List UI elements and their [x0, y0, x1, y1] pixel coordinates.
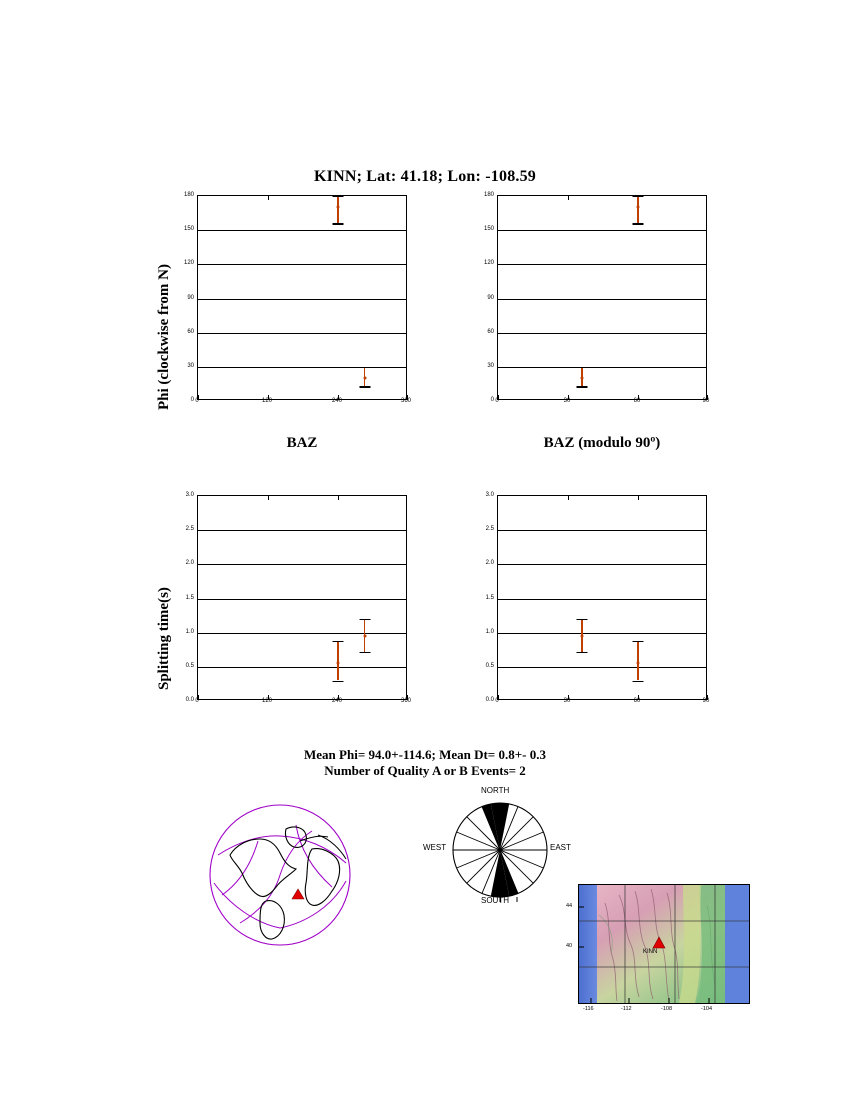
page-title: KINN; Lat: 41.18; Lon: -108.59	[314, 168, 536, 185]
ytick-label: 1.0	[185, 628, 194, 635]
map-svg	[579, 885, 749, 1003]
ytick-label: 2.0	[185, 560, 194, 567]
ytick-label: 1.5	[185, 594, 194, 601]
map-station-label: KINN	[643, 949, 658, 955]
ytick-label: 180	[483, 192, 494, 198]
rose-label-west: WEST	[423, 843, 447, 852]
map-xtick-label: -112	[621, 1006, 632, 1012]
xtick-label: 60	[633, 398, 641, 404]
ytick-label: 1.0	[485, 628, 494, 635]
xtick-label: 0	[195, 398, 199, 404]
baz-axis-title: BAZ	[286, 435, 318, 451]
error-cap-bottom	[333, 681, 344, 682]
data-point	[363, 377, 366, 380]
phi-axis-title: Phi (clockwise from N)	[156, 264, 172, 410]
ytick-label: 0	[490, 397, 494, 403]
xtick-label: 0	[495, 398, 499, 404]
ytick-label: 1.5	[485, 594, 494, 601]
error-cap-top	[633, 641, 644, 642]
chart-dt-vs-baz-mod90	[497, 495, 707, 700]
ytick-label: 60	[487, 328, 494, 335]
ytick-label: 30	[187, 362, 194, 369]
ytick-label: 150	[183, 226, 194, 233]
xtick-label: 120	[261, 398, 273, 404]
error-cap-top	[633, 196, 644, 197]
xtick-label: 360	[400, 398, 412, 404]
error-cap-bottom	[633, 681, 644, 682]
xtick-label: 0	[495, 698, 499, 704]
globe-map	[200, 795, 365, 970]
data-point	[337, 662, 340, 665]
rose-label-north: NORTH	[481, 786, 510, 795]
data-point	[337, 206, 340, 209]
ytick-label: 0.5	[485, 662, 494, 669]
data-point	[637, 662, 640, 665]
globe-svg	[200, 795, 365, 970]
ytick-label: 90	[187, 294, 194, 301]
data-point	[363, 635, 366, 638]
error-cap-top	[359, 619, 370, 620]
xtick-label: 120	[261, 698, 273, 704]
regional-topographic-map	[578, 884, 750, 1004]
ytick-label: 2.5	[185, 526, 194, 533]
map-xtick-label: -104	[701, 1006, 713, 1012]
xtick-label: 360	[400, 698, 412, 704]
map-ytick-label: 44	[566, 903, 573, 909]
xtick-label: 60	[633, 698, 641, 704]
error-bar	[337, 641, 338, 681]
rose-diagram	[425, 788, 575, 913]
rose-label-east: EAST	[550, 843, 571, 852]
error-cap-bottom	[333, 223, 344, 224]
chart-phi-vs-baz	[197, 195, 407, 400]
map-xtick-label: -108	[661, 1006, 673, 1012]
error-cap-bottom	[359, 652, 370, 653]
error-cap-top	[577, 367, 588, 368]
error-cap-top	[577, 619, 588, 620]
ytick-label: 3.0	[185, 492, 194, 498]
error-cap-top	[333, 641, 344, 642]
ytick-label: 180	[183, 192, 194, 198]
data-point	[637, 206, 640, 209]
ytick-label: 3.0	[485, 492, 494, 498]
event-count-line: Number of Quality A or B Events= 2	[324, 763, 526, 778]
ytick-label: 60	[187, 328, 194, 335]
rose-label-south: SOUTH	[481, 896, 509, 905]
xtick-label: 90	[702, 698, 710, 704]
ytick-label: 0.0	[185, 697, 194, 703]
xtick-label: 30	[563, 398, 571, 404]
ytick-label: 150	[483, 226, 494, 233]
error-cap-top	[333, 196, 344, 197]
ytick-label: 0	[190, 397, 194, 403]
map-ytick-label: 40	[566, 943, 573, 949]
chart-phi-vs-baz-mod90	[497, 195, 707, 400]
dt-axis-title: Splitting time(s)	[156, 587, 172, 690]
ytick-label: 0.5	[185, 662, 194, 669]
error-cap-bottom	[633, 223, 644, 224]
xtick-label: 90	[702, 398, 710, 404]
error-cap-bottom	[577, 386, 588, 387]
ytick-label: 90	[487, 294, 494, 301]
xtick-label: 30	[563, 698, 571, 704]
xtick-label: 240	[331, 698, 343, 704]
xtick-label: 240	[331, 398, 343, 404]
baz-mod90-axis-title: BAZ (modulo 90º)	[543, 435, 661, 451]
chart-dt-vs-baz	[197, 495, 407, 700]
error-bar	[637, 641, 638, 681]
map-xtick-label: -116	[583, 1006, 594, 1012]
mean-summary-line: Mean Phi= 94.0+-114.6; Mean Dt= 0.8+- 0.3	[304, 747, 546, 762]
station-marker-icon	[292, 889, 304, 899]
error-cap-bottom	[577, 652, 588, 653]
ytick-label: 0.0	[485, 697, 494, 703]
data-point	[581, 635, 584, 638]
ytick-label: 120	[483, 260, 494, 267]
ytick-label: 2.0	[485, 560, 494, 567]
ytick-label: 2.5	[485, 526, 494, 533]
error-cap-top	[359, 367, 370, 368]
data-point	[581, 377, 584, 380]
xtick-label: 0	[195, 698, 199, 704]
error-cap-bottom	[359, 386, 370, 387]
ytick-label: 120	[183, 260, 194, 267]
error-bar	[337, 196, 338, 223]
error-bar	[637, 196, 638, 223]
ytick-label: 30	[487, 362, 494, 369]
